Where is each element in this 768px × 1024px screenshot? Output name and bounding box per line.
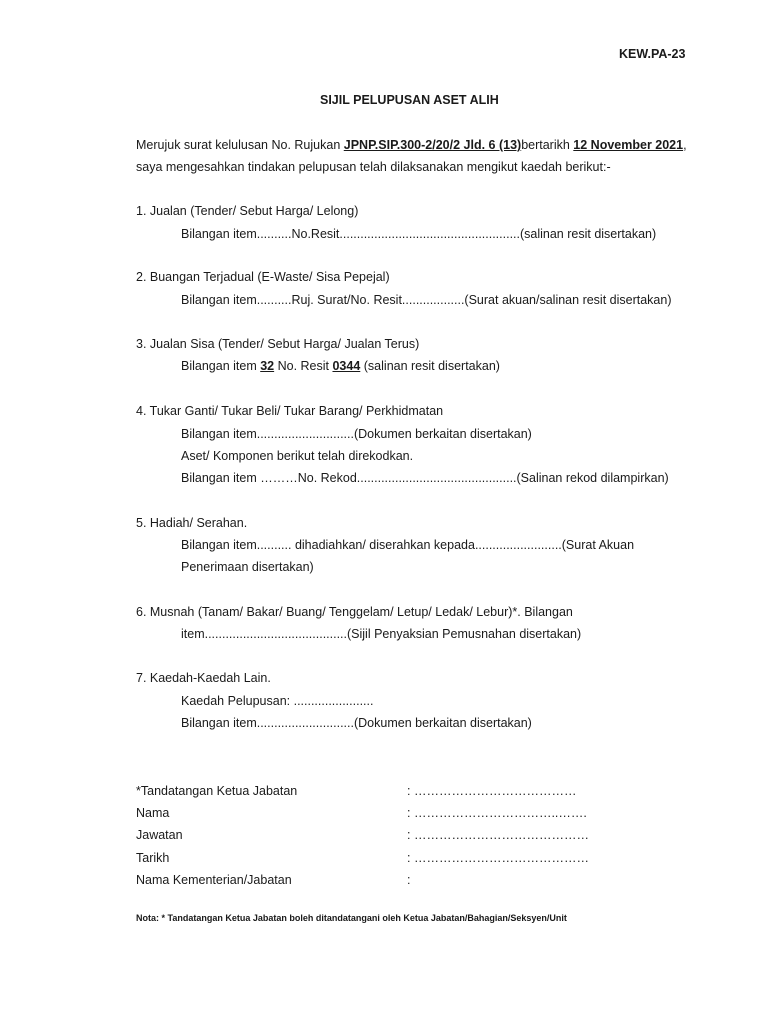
item-5-line-2: Penerimaan disertakan) xyxy=(181,560,314,574)
position-value: : …………………………………… xyxy=(407,828,589,842)
ministry-label: Nama Kementerian/Jabatan xyxy=(136,873,292,887)
approval-date: 12 November 2021 xyxy=(573,138,684,152)
item-4-line-2: Aset/ Komponen berikut telah direkodkan. xyxy=(181,449,414,463)
intro-suffix: , xyxy=(683,138,687,152)
item-3-heading: 3. Jualan Sisa (Tender/ Sebut Harga/ Jualan Terus) xyxy=(136,337,420,351)
ministry-value: : xyxy=(407,873,411,887)
item-6-heading: 6. Musnah (Tanam/ Bakar/ Buang/ Tenggelam/ Letup/ Ledak/ Lebur)*. Bilangan xyxy=(136,605,573,619)
item-1-heading: 1. Jualan (Tender/ Sebut Harga/ Lelong) xyxy=(136,204,359,218)
intro-line-1 xyxy=(136,138,687,152)
item-3-line xyxy=(181,359,500,373)
intro-mid: bertarikh xyxy=(521,138,574,152)
date-value: : …………………………………… xyxy=(407,851,589,865)
name-label: Nama xyxy=(136,806,170,820)
date-label: Tarikh xyxy=(136,851,170,865)
footnote: Nota: * Tandatangan Ketua Jabatan boleh ditandatangani oleh Ketua Jabatan/Bahagian/Seksyen/Unit xyxy=(136,913,567,923)
item-3-text-b: No. Resit xyxy=(274,359,333,373)
signature-label: *Tandatangan Ketua Jabatan xyxy=(136,784,298,798)
position-label: Jawatan xyxy=(136,828,183,842)
item-3-count: 32 xyxy=(260,359,275,373)
item-5-line-1: Bilangan item.......... dihadiahkan/ diserahkan kepada.........................(Surat Akuan xyxy=(181,538,635,552)
item-4-line-1: Bilangan item............................(Dokumen berkaitan disertakan) xyxy=(181,427,532,441)
item-6-line: item.........................................(Sijil Penyaksian Pemusnahan disertakan) xyxy=(181,627,582,641)
reference-number: JPNP.SIP.300-2/20/2 Jld. 6 (13) xyxy=(343,138,522,152)
item-3-receipt: 0344 xyxy=(332,359,361,373)
item-2-line: Bilangan item..........Ruj. Surat/No. Resit..................(Surat akuan/salinan resit disertakan) xyxy=(181,293,672,307)
item-4-heading: 4. Tukar Ganti/ Tukar Beli/ Tukar Barang/ Perkhidmatan xyxy=(136,404,444,418)
item-2-heading: 2. Buangan Terjadual (E-Waste/ Sisa Pepejal) xyxy=(136,270,390,284)
item-3-text-a: Bilangan item xyxy=(181,359,261,373)
item-7-line-2: Bilangan item............................(Dokumen berkaitan disertakan) xyxy=(181,716,532,730)
page-title: SIJIL PELUPUSAN ASET ALIH xyxy=(320,93,499,107)
item-3-text-c: (salinan resit disertakan) xyxy=(360,359,500,373)
item-7-line-1: Kaedah Pelupusan: ....................... xyxy=(181,694,374,708)
item-1-line: Bilangan item..........No.Resit....................................................(salinan resit disertakan) xyxy=(181,227,657,241)
item-4-line-3: Bilangan item ………No. Rekod..............................................(Salinan rekod dilampirkan) xyxy=(181,471,669,485)
intro-prefix: Merujuk surat kelulusan No. Rujukan xyxy=(136,138,344,152)
intro-line-2: saya mengesahkan tindakan pelupusan telah dilaksanakan mengikut kaedah berikut:- xyxy=(136,160,611,174)
form-code: KEW.PA-23 xyxy=(619,47,686,61)
item-5-heading: 5. Hadiah/ Serahan. xyxy=(136,516,248,530)
name-value: : ……………………………..……. xyxy=(407,806,587,820)
item-7-heading: 7. Kaedah-Kaedah Lain. xyxy=(136,671,271,685)
signature-value: : ………………………………… xyxy=(407,784,577,798)
